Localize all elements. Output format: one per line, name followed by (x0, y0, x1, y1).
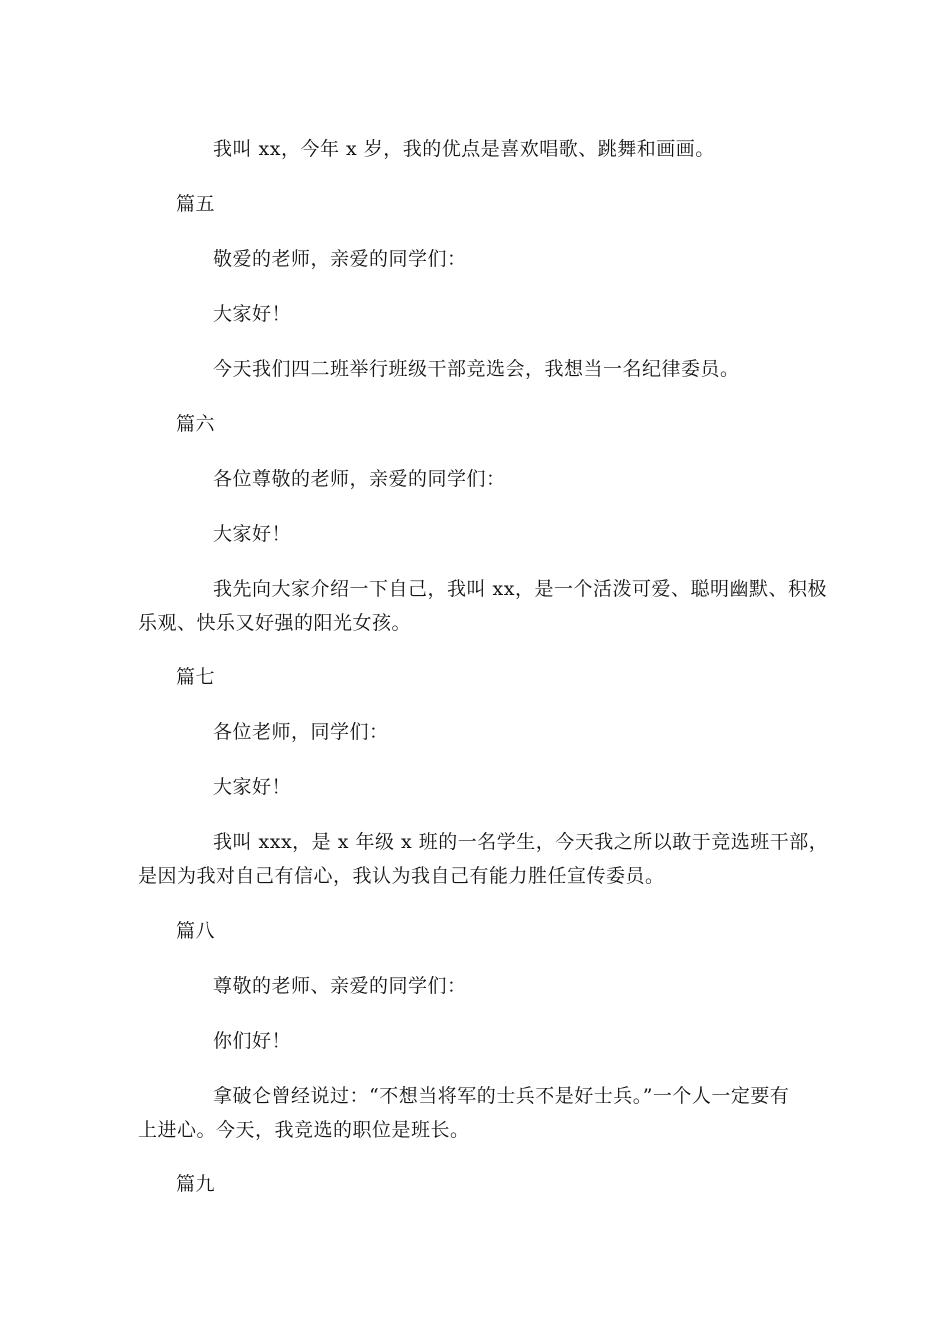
section-heading-7: 篇七 (176, 666, 216, 688)
paragraph-6-line-1: 我先向大家介绍一下自己，我叫 xx，是一个活泼可爱、聪明幽默、积极 (213, 578, 827, 600)
paragraph-7-line-1: 我叫 xxx，是 x 年级 x 班的一名学生，今天我之所以敢于竞选班干部， (213, 831, 829, 853)
paragraph-7-line-2: 是因为我对自己有信心，我认为我自己有能力胜任宣传委员。 (138, 865, 665, 887)
hello-6: 大家好！ (213, 523, 292, 545)
section-heading-5: 篇五 (176, 193, 216, 215)
section-heading-9: 篇九 (176, 1173, 216, 1195)
greeting-5: 敬爱的老师，亲爱的同学们： (213, 248, 467, 270)
section-heading-6: 篇六 (176, 413, 216, 435)
greeting-8: 尊敬的老师、亲爱的同学们： (213, 975, 467, 997)
paragraph-intro: 我叫 xx，今年 x 岁，我的优点是喜欢唱歌、跳舞和画画。 (213, 138, 715, 160)
paragraph-6-line-2: 乐观、快乐又好强的阳光女孩。 (138, 612, 412, 634)
paragraph-8-line-2: 上进心。今天，我竞选的职位是班长。 (138, 1119, 470, 1141)
hello-8: 你们好！ (213, 1030, 292, 1052)
paragraph-8-line-1: 拿破仑曾经说过：“不想当将军的士兵不是好士兵。”一个人一定要有 (213, 1085, 790, 1107)
hello-5: 大家好！ (213, 303, 292, 325)
greeting-6: 各位尊敬的老师，亲爱的同学们： (213, 468, 506, 490)
greeting-7: 各位老师，同学们： (213, 721, 389, 743)
hello-7: 大家好！ (213, 776, 292, 798)
paragraph-5: 今天我们四二班举行班级干部竞选会，我想当一名纪律委员。 (213, 358, 740, 380)
section-heading-8: 篇八 (176, 920, 216, 942)
